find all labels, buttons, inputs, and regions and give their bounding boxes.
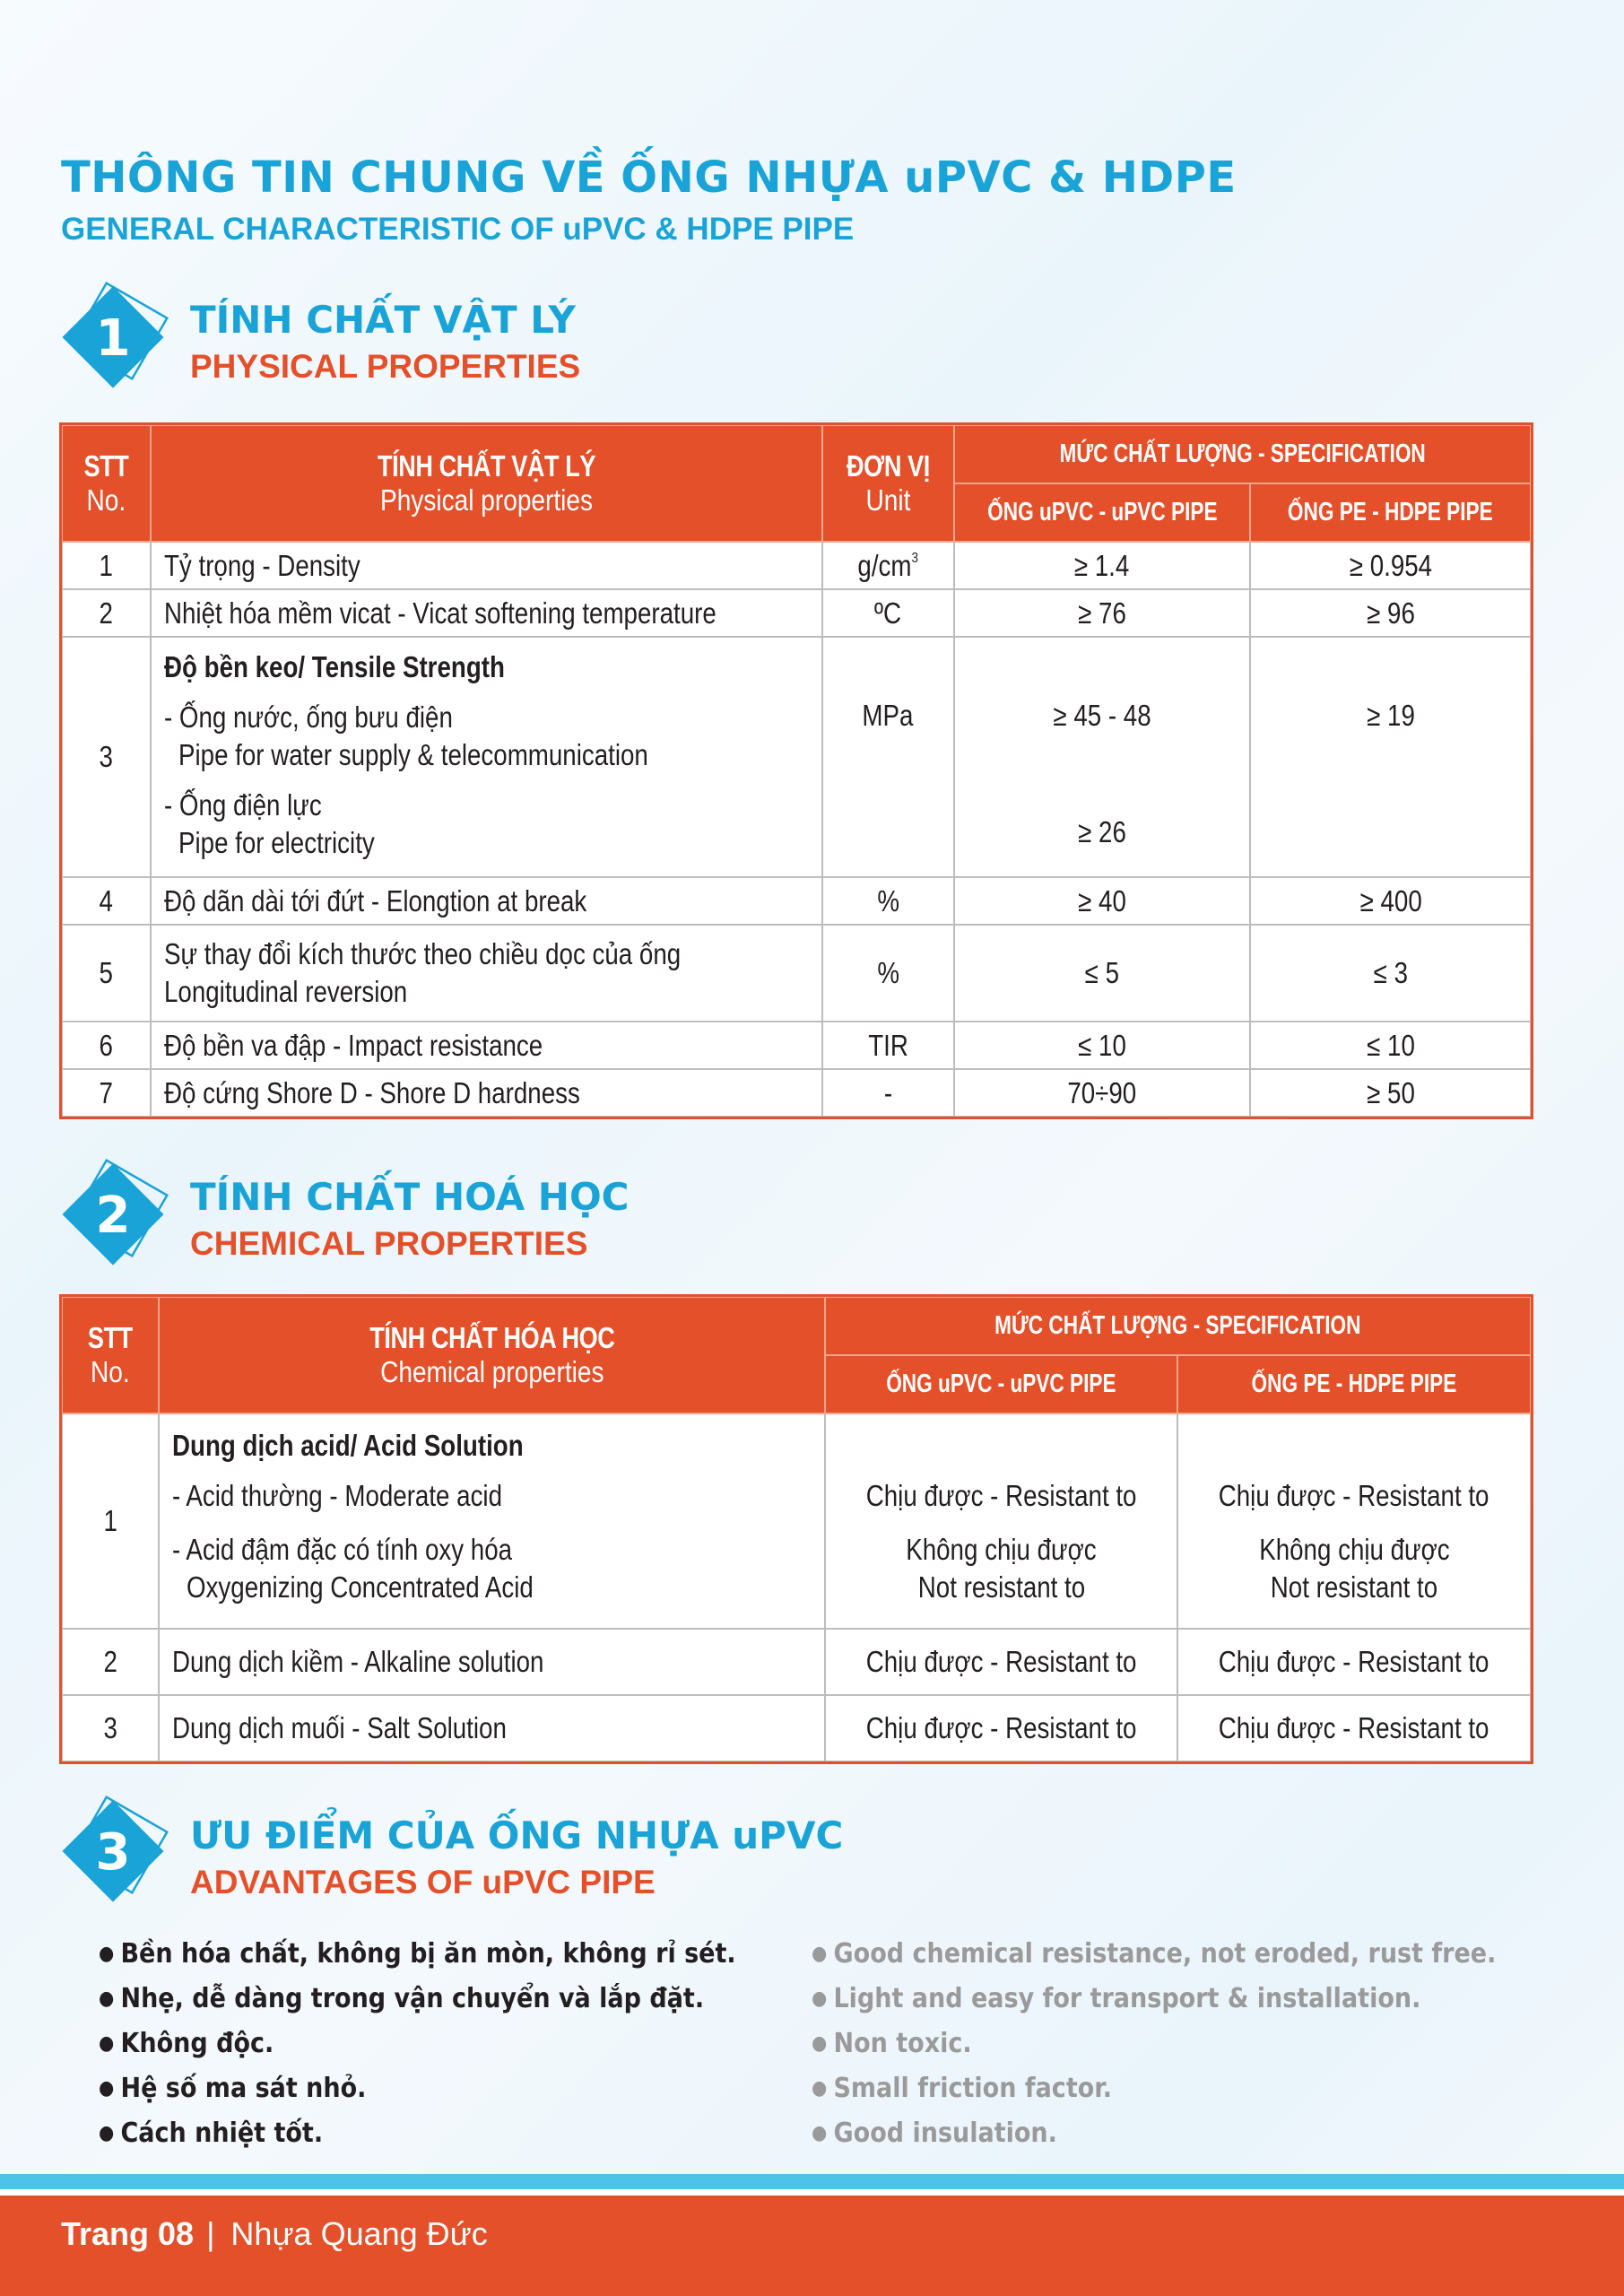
list-item: ● Không độc. xyxy=(99,2022,736,2067)
header-specification: MỨC CHẤT LƯỢNG - SPECIFICATION xyxy=(825,1297,1531,1355)
header-unit: ĐƠN VỊ Unit xyxy=(822,425,954,542)
header-hdpe-pipe: ỐNG PE - HDPE PIPE xyxy=(1250,483,1531,542)
section-3-badge xyxy=(57,1794,174,1915)
section-2-badge xyxy=(57,1157,174,1278)
section-2-title-en: CHEMICAL PROPERTIES xyxy=(190,1225,588,1262)
header-property: TÍNH CHẤT VẬT LÝ Physical properties xyxy=(151,425,822,542)
table-row: 2 Dung dịch kiềm - Alkaline solution Chịu được - Resistant to Chịu được - Resistant to xyxy=(62,1629,1531,1695)
diamond-number-icon xyxy=(57,1157,174,1274)
list-item: ● Bền hóa chất, không bị ăn mòn, không rỉ sét. xyxy=(99,1933,736,1978)
table-row: 4 Độ dãn dài tới đứt - Elongtion at break % ≥ 40 ≥ 400 xyxy=(62,877,1531,925)
section-3-title-vi: ƯU ĐIỂM CỦA ỐNG NHỰA uPVC xyxy=(190,1813,844,1857)
page-title: THÔNG TIN CHUNG VỀ ỐNG NHỰA uPVC & HDPE xyxy=(61,152,1237,203)
list-item: ● Hệ số ma sát nhỏ. xyxy=(99,2067,736,2112)
diamond-number-icon xyxy=(57,1794,174,1910)
list-item: ● Light and easy for transport & installation. xyxy=(812,1978,1496,2022)
table-row: 1 Tỷ trọng - Density $g/cm^3$ ≥ 1.4 ≥ 0.954 xyxy=(62,542,1531,589)
table-row: 5 Sự thay đổi kích thước theo chiều dọc của ống Longitudinal reversion % ≤ 5 ≤ 3 xyxy=(62,925,1531,1022)
diamond-number-icon xyxy=(57,280,174,396)
header-specification: MỨC CHẤT LƯỢNG - SPECIFICATION xyxy=(954,425,1531,483)
section-1-title-en: PHYSICAL PROPERTIES xyxy=(190,348,581,385)
section-1-title-vi: TÍNH CHẤT VẬT LÝ xyxy=(190,298,576,342)
footer xyxy=(61,2215,488,2253)
footer-stripe xyxy=(0,2174,1624,2189)
header-upvc-pipe: ỐNG uPVC - uPVC PIPE xyxy=(954,483,1251,542)
section-3-title-en: ADVANTAGES OF uPVC PIPE xyxy=(190,1864,656,1900)
page-number: Trang 08 xyxy=(61,2215,195,2252)
header-no: STT No. xyxy=(62,425,151,542)
list-item: ● Nhẹ, dễ dàng trong vận chuyển và lắp đặt. xyxy=(99,1978,736,2022)
table-row: 1 Dung dịch acid/ Acid Solution - Acid thường - Moderate acid - Acid đậm đặc có tính oxy hóa Oxygenizing Concentrated Acid Chịu được - Resistant to Không chịu được Not resistant to Chịu được - Resistant to Không chịu được Not resistant to xyxy=(62,1413,1531,1629)
header-no: STT No. xyxy=(62,1297,159,1413)
header-upvc-pipe: ỐNG uPVC - uPVC PIPE xyxy=(825,1355,1177,1413)
footer-divider xyxy=(0,2189,1624,2196)
page-subtitle: GENERAL CHARACTERISTIC OF uPVC & HDPE PIPE xyxy=(61,212,855,247)
table-row: 3 Dung dịch muối - Salt Solution Chịu được - Resistant to Chịu được - Resistant to xyxy=(62,1695,1531,1761)
section-1-badge xyxy=(57,280,174,401)
list-item: ● Non toxic. xyxy=(812,2022,1496,2067)
table-row: 7 Độ cứng Shore D - Shore D hardness - 70÷90 ≥ 50 xyxy=(62,1069,1531,1117)
section-1-number: 1 xyxy=(95,309,131,368)
table-row: 2 Nhiệt hóa mềm vicat - Vicat softening temperature ºC ≥ 76 ≥ 96 xyxy=(62,589,1531,637)
section-3-number: 3 xyxy=(95,1823,131,1882)
brand-name: Nhựa Quang Đức xyxy=(230,2215,488,2252)
table-row: 3 Độ bền keo/ Tensile Strength - Ống nước, ống bưu điện Pipe for water supply & telecommunication - Ống điện lực Pipe for electricity MPa ≥ 45 - 48 ≥ 26 ≥ 19 xyxy=(62,637,1531,877)
header-property: TÍNH CHẤT HÓA HỌC Chemical properties xyxy=(159,1297,826,1413)
list-item: ● Small friction factor. xyxy=(812,2067,1496,2112)
section-2-title-vi: TÍNH CHẤT HOÁ HỌC xyxy=(190,1175,630,1219)
table-row: 6 Độ bền va đập - Impact resistance TIR ≤ 10 ≤ 10 xyxy=(62,1022,1531,1069)
advantages-list-en xyxy=(812,1933,1572,2157)
footer-separator: | xyxy=(206,2215,215,2252)
chemical-properties-table xyxy=(61,1296,1532,1762)
section-2-number: 2 xyxy=(95,1187,131,1245)
header-hdpe-pipe: ỐNG PE - HDPE PIPE xyxy=(1177,1355,1531,1413)
list-item: ● Cách nhiệt tốt. xyxy=(99,2112,736,2157)
list-item: ● Good chemical resistance, not eroded, rust free. xyxy=(812,1933,1496,1978)
advantages-list-vi xyxy=(99,1933,807,2157)
physical-properties-table xyxy=(61,424,1532,1118)
list-item: ● Good insulation. xyxy=(812,2112,1496,2157)
